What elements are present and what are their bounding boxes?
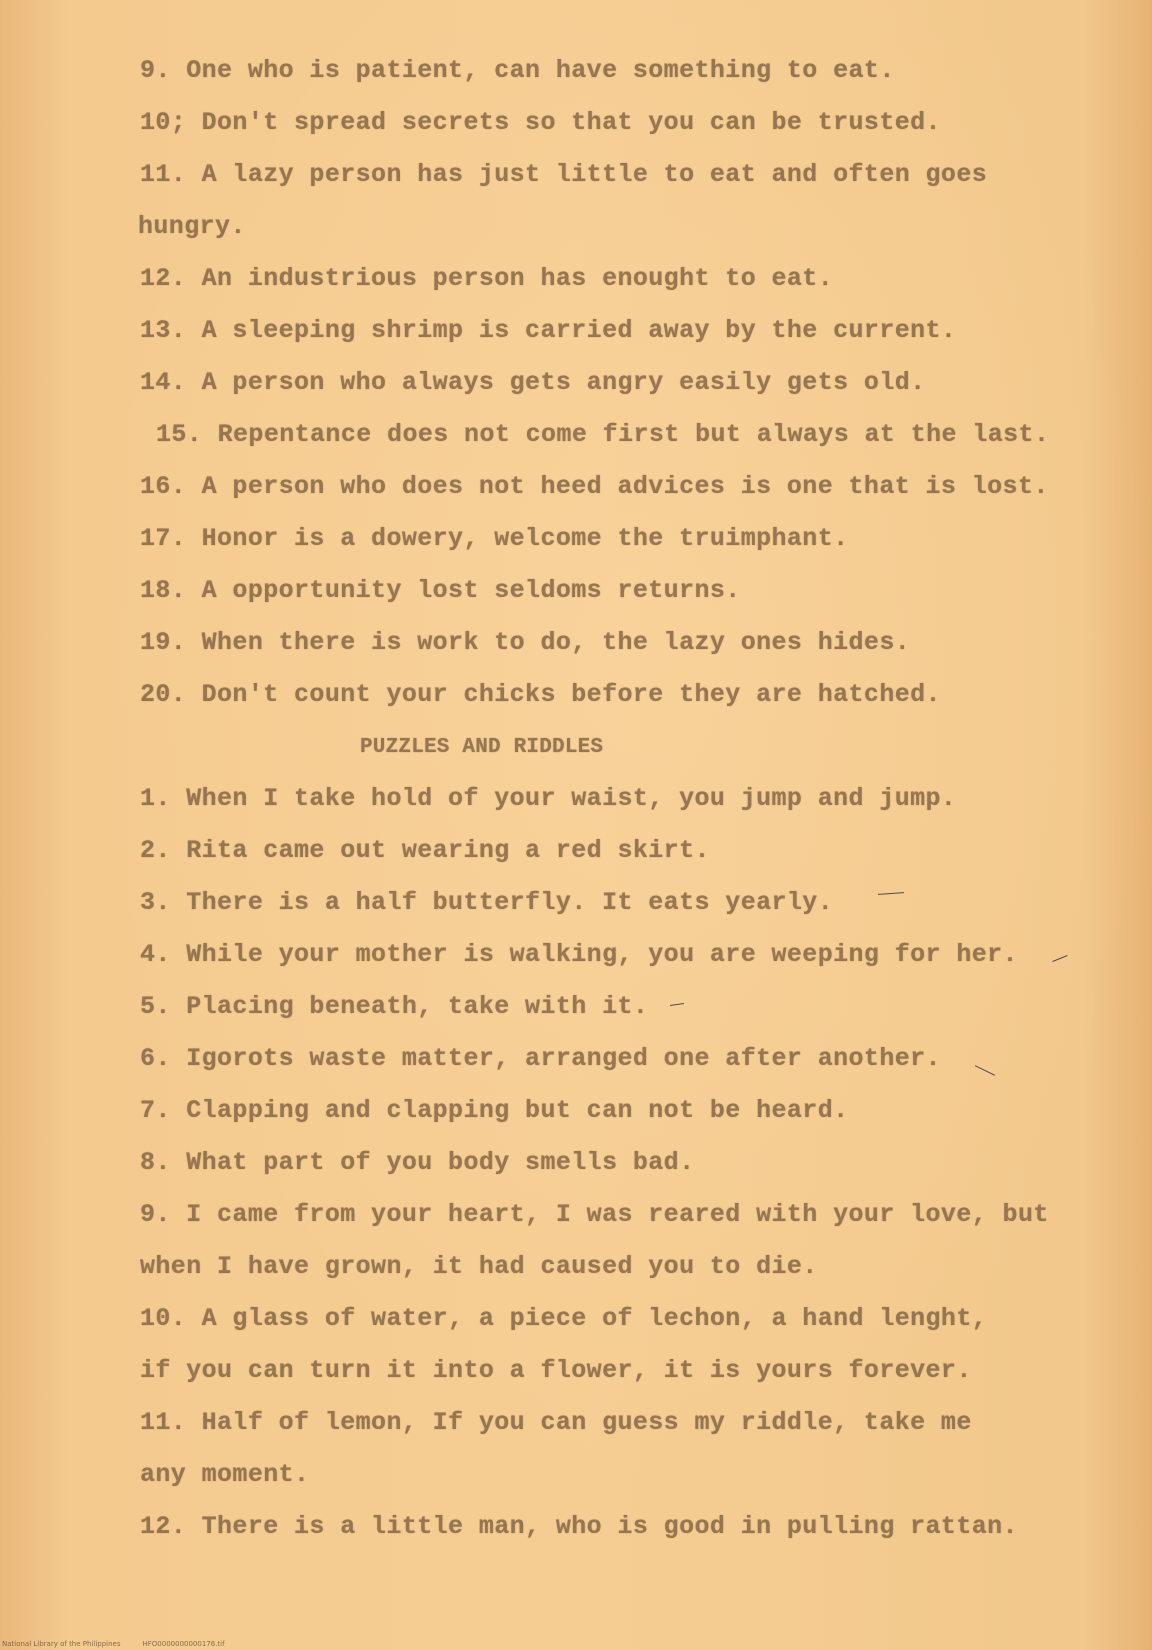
pen-mark	[1052, 955, 1067, 962]
riddle-line: 7. Clapping and clapping but can not be heard.	[140, 1096, 849, 1125]
proverb-line: 18. A opportunity lost seldoms returns.	[140, 576, 741, 605]
riddle-line: 10. A glass of water, a piece of lechon, a hand lenght,	[140, 1304, 988, 1333]
proverb-line: 14. A person who always gets angry easily gets old.	[140, 368, 926, 397]
riddle-line: 5. Placing beneath, take with it.	[140, 992, 649, 1021]
proverb-line: 11. A lazy person has just little to eat and often goes	[140, 160, 988, 189]
scan-footer	[2, 1640, 225, 1648]
riddle-line: any moment.	[140, 1460, 310, 1489]
riddle-line: 12. There is a little man, who is good in pulling rattan.	[140, 1512, 1018, 1541]
section-heading: PUZZLES AND RIDDLES	[360, 736, 604, 759]
riddle-line: if you can turn it into a flower, it is yours forever.	[140, 1356, 972, 1385]
riddle-line: 6. Igorots waste matter, arranged one after another.	[140, 1044, 941, 1073]
proverb-line: hungry.	[138, 212, 246, 241]
proverb-line: 13. A sleeping shrimp is carried away by the current.	[140, 316, 957, 345]
riddle-line: when I have grown, it had caused you to die.	[140, 1252, 818, 1281]
riddle-line: 11. Half of lemon, If you can guess my riddle, take me	[140, 1408, 972, 1437]
proverb-line: 16. A person who does not heed advices is one that is lost.	[140, 472, 1049, 501]
riddle-line: 1. When I take hold of your waist, you jump and jump.	[140, 784, 957, 813]
riddle-line: 4. While your mother is walking, you are weeping for her.	[140, 940, 1018, 969]
proverb-line: 9. One who is patient, can have something to eat.	[140, 56, 895, 85]
riddle-line: 3. There is a half butterfly. It eats yearly.	[140, 888, 834, 917]
riddle-line: 8. What part of you body smells bad.	[140, 1148, 695, 1177]
file-id-label: HFO0000000000176.tif	[142, 1640, 225, 1648]
proverb-line: 20. Don't count your chicks before they are hatched.	[140, 680, 941, 709]
riddle-line: 9. I came from your heart, I was reared with your love, but	[140, 1200, 1049, 1229]
proverb-line: 10; Don't spread secrets so that you can be trusted.	[140, 108, 941, 137]
proverb-line: 19. When there is work to do, the lazy ones hides.	[140, 628, 911, 657]
library-label: National Library of the Philippines	[2, 1640, 121, 1648]
proverb-line: 12. An industrious person has enought to eat.	[140, 264, 834, 293]
pen-mark	[670, 1003, 684, 1006]
proverb-line: 17. Honor is a dowery, welcome the truimphant.	[140, 524, 849, 553]
riddle-line: 2. Rita came out wearing a red skirt.	[140, 836, 710, 865]
pen-mark	[975, 1065, 995, 1076]
pen-mark	[878, 892, 904, 895]
proverb-line: 15. Repentance does not come first but always at the last.	[156, 420, 1050, 449]
